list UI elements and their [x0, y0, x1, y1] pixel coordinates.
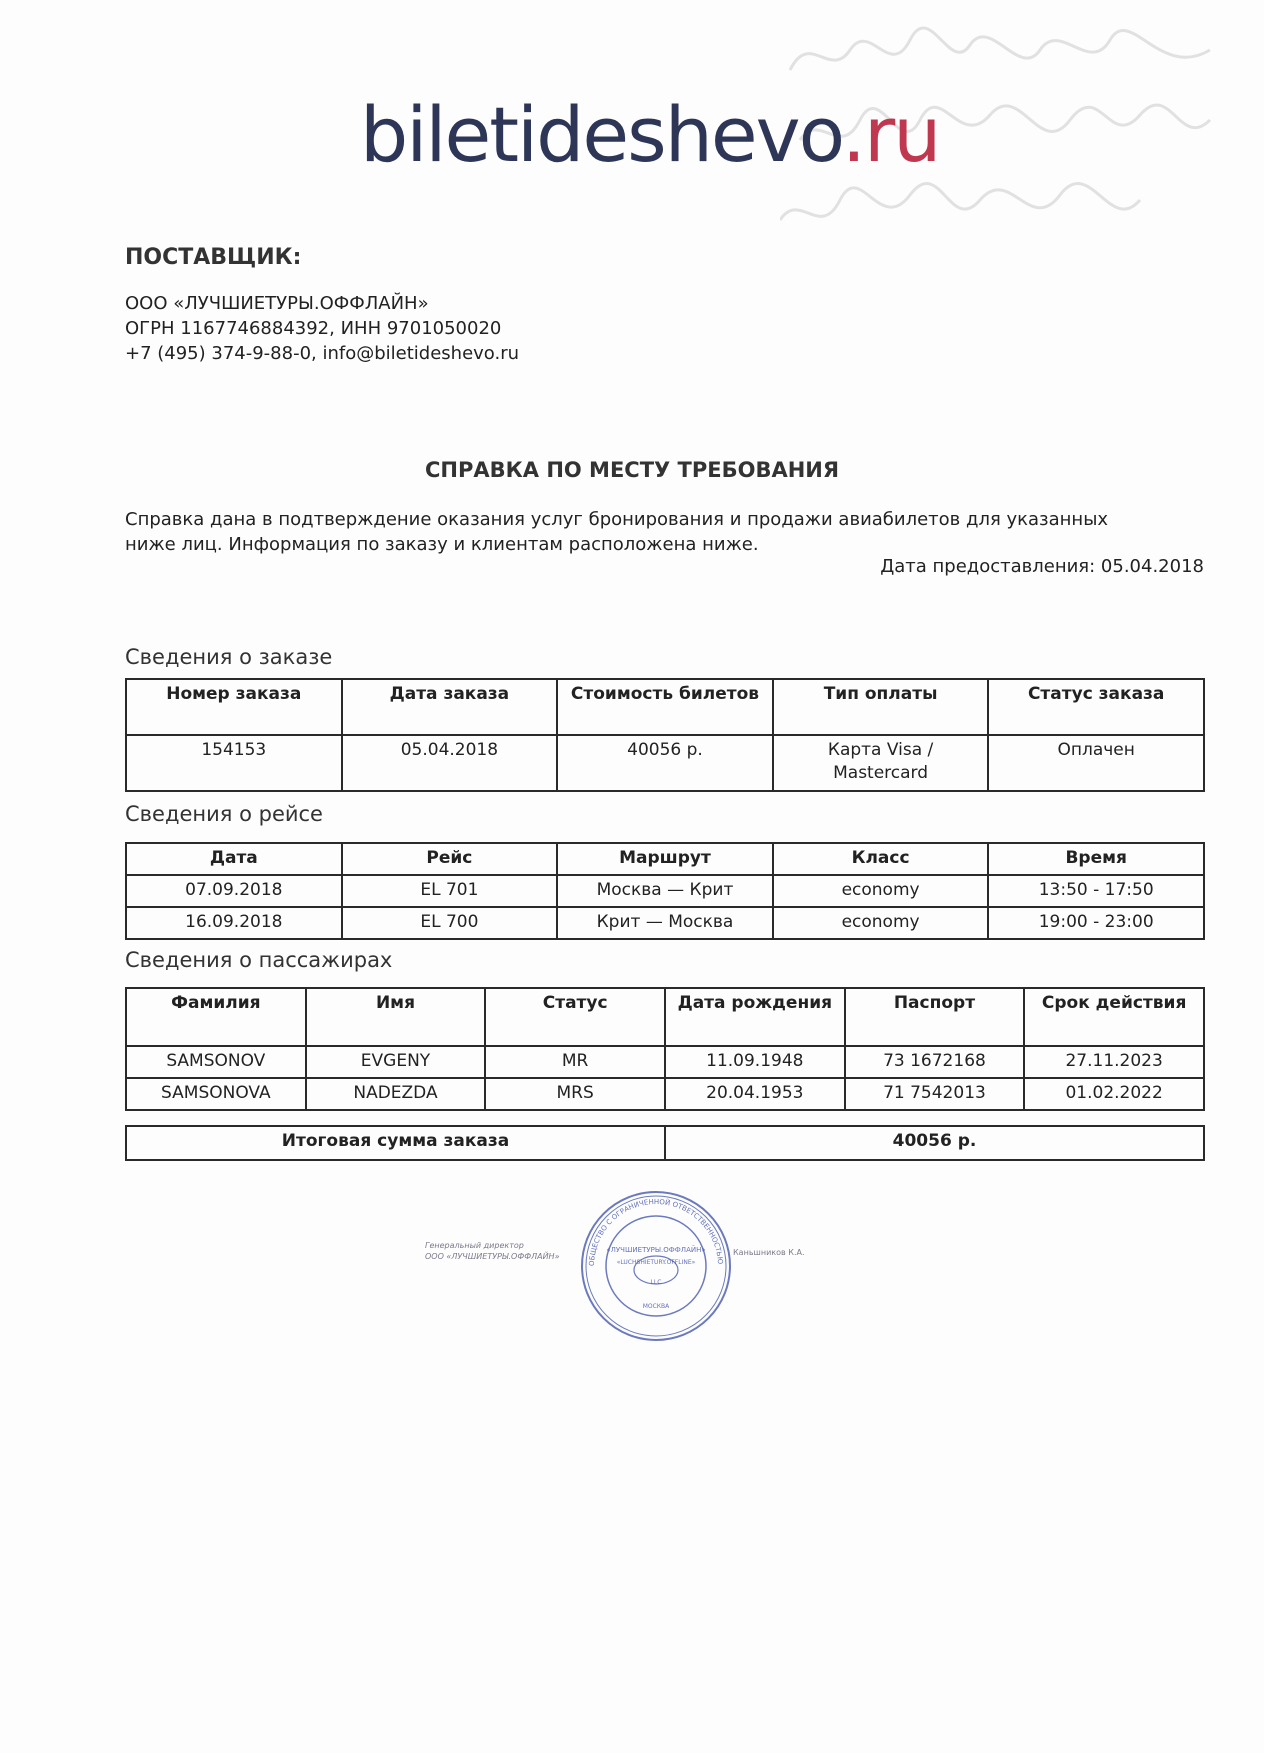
order-date: 05.04.2018: [342, 735, 558, 791]
order-number: 154153: [126, 735, 342, 791]
passport-expiry: 01.02.2022: [1024, 1078, 1204, 1110]
flight-route: Москва — Крит: [557, 875, 773, 907]
ticket-cost: 40056 р.: [557, 735, 773, 791]
table-row: [126, 1126, 1204, 1160]
column-header: Тип оплаты: [773, 679, 989, 735]
table-row: [126, 1046, 1204, 1078]
table-row: [126, 735, 1204, 791]
supplier-heading: ПОСТАВЩИК:: [125, 245, 302, 270]
stamp-company-ru: «ЛУЧШИЕТУРЫ.ОФФЛАЙН»: [606, 1246, 706, 1254]
column-header: Класс: [773, 843, 989, 875]
table-row: [126, 1078, 1204, 1110]
flight-class: economy: [773, 907, 989, 939]
flight-class: economy: [773, 875, 989, 907]
stamp-city: МОСКВА: [642, 1303, 670, 1310]
issue-date: Дата предоставления: 05.04.2018: [880, 556, 1204, 577]
passenger-name: NADEZDA: [306, 1078, 486, 1110]
passenger-passport: 71 7542013: [845, 1078, 1025, 1110]
flights-section-heading: Сведения о рейсе: [125, 802, 323, 826]
passenger-title: MR: [485, 1046, 665, 1078]
brand-logo: [360, 85, 940, 185]
order-section-heading: Сведения о заказе: [125, 645, 333, 669]
order-status: Оплачен: [988, 735, 1204, 791]
table-row: [126, 907, 1204, 939]
total-table: [125, 1125, 1205, 1161]
stamp-llc: LLC: [650, 1279, 662, 1286]
company-stamp: [578, 1188, 734, 1344]
passengers-table: [125, 987, 1205, 1111]
flight-time: 19:00 - 23:00: [988, 907, 1204, 939]
passenger-name: EVGENY: [306, 1046, 486, 1078]
logo-domain: .ru: [841, 90, 940, 179]
column-header: Дата: [126, 843, 342, 875]
supplier-contacts: +7 (495) 374-9-88-0, info@biletideshevo.ru: [125, 343, 520, 364]
order-table: [125, 678, 1205, 792]
total-label: Итоговая сумма заказа: [126, 1126, 665, 1160]
intro-text: Справка дана в подтверждение оказания услуг бронирования и продажи авиабилетов для указанных ниже лиц. Информация по заказу и клиентам расположена ниже.: [125, 509, 1109, 555]
flight-number: EL 701: [342, 875, 558, 907]
column-header: Имя: [306, 988, 486, 1046]
flight-time: 13:50 - 17:50: [988, 875, 1204, 907]
signatory-position: Генеральный директор: [425, 1241, 524, 1250]
payment-type: Карта Visa / Mastercard: [773, 735, 989, 791]
column-header: Фамилия: [126, 988, 306, 1046]
signatory-block: [425, 1240, 560, 1262]
column-header: Срок действия: [1024, 988, 1204, 1046]
passenger-surname: SAMSONOV: [126, 1046, 306, 1078]
total-value: 40056 р.: [665, 1126, 1204, 1160]
flights-table: [125, 842, 1205, 940]
table-header-row: [126, 679, 1204, 735]
document-title: СПРАВКА ПО МЕСТУ ТРЕБОВАНИЯ: [424, 458, 840, 482]
logo-name: biletideshevo: [360, 90, 842, 179]
flight-number: EL 700: [342, 907, 558, 939]
column-header: Дата рождения: [665, 988, 845, 1046]
passengers-section-heading: Сведения о пассажирах: [125, 948, 393, 972]
passenger-birthdate: 20.04.1953: [665, 1078, 845, 1110]
signatory-name: Каньшников К.А.: [733, 1248, 805, 1257]
column-header: Стоимость билетов: [557, 679, 773, 735]
table-header-row: [126, 988, 1204, 1046]
column-header: Номер заказа: [126, 679, 342, 735]
flight-route: Крит — Москва: [557, 907, 773, 939]
column-header: Статус заказа: [988, 679, 1204, 735]
column-header: Маршрут: [557, 843, 773, 875]
passenger-surname: SAMSONOVA: [126, 1078, 306, 1110]
supplier-company: ООО «ЛУЧШИЕТУРЫ.ОФФЛАЙН»: [125, 293, 429, 314]
supplier-registration: ОГРН 1167746884392, ИНН 9701050020: [125, 318, 502, 339]
column-header: Рейс: [342, 843, 558, 875]
flight-date: 16.09.2018: [126, 907, 342, 939]
stamp-ring-text: ОБЩЕСТВО С ОГРАНИЧЕННОЙ ОТВЕТСТВЕННОСТЬЮ: [587, 1197, 725, 1267]
column-header: Время: [988, 843, 1204, 875]
table-row: [126, 875, 1204, 907]
stamp-company-en: «LUCHSHIETURY.OFFLINE»: [616, 1259, 696, 1266]
column-header: Дата заказа: [342, 679, 558, 735]
column-header: Паспорт: [845, 988, 1025, 1046]
passenger-title: MRS: [485, 1078, 665, 1110]
flight-date: 07.09.2018: [126, 875, 342, 907]
signatory-company: ООО «ЛУЧШИЕТУРЫ.ОФФЛАЙН»: [425, 1252, 560, 1261]
table-header-row: [126, 843, 1204, 875]
passport-expiry: 27.11.2023: [1024, 1046, 1204, 1078]
column-header: Статус: [485, 988, 665, 1046]
passenger-passport: 73 1672168: [845, 1046, 1025, 1078]
passenger-birthdate: 11.09.1948: [665, 1046, 845, 1078]
